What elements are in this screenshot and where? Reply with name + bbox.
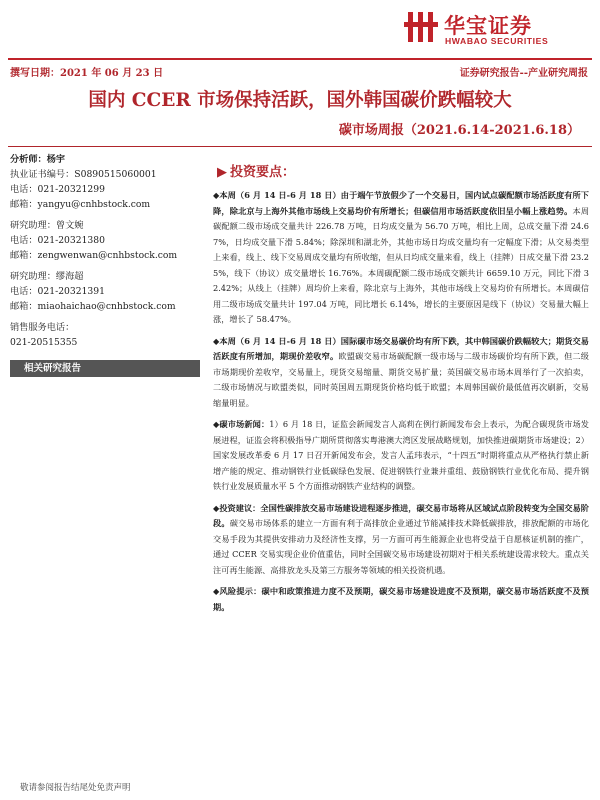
key-point-paragraph: ◆本周（6 月 14 日-6 月 18 日）国际碳市场交易碳价均有所下跌，其中韩国碳价跌幅较大；期货交易活跃度有所增加，期现价差收窄。欧盟碳交易市场碳配额一级市场与二级市场碳价均有所下跌，但二级市场期现价差收窄，交易量上，现货交易缩量、期货交易扩量；英国碳交易市场本周举行了一次拍卖，二级市场情况与欧盟类似，同时英国周五期现货价格均低于欧盟；本周韩国碳价最低值再次刷新，交易缩量明显。 [213,335,589,408]
logo-mark-icon [404,10,438,44]
assistant-phone: 电话：021-20321391 [10,286,105,297]
logo-text-en: HWABAO SECURITIES [445,36,549,46]
key-point-paragraph: ◆碳市场新闻：1）6 月 18 日，证监会新闻发言人高莉在例行新闻发布会上表示，为配合碳现货市场发展进程，证监会将积极指导广期所贯彻落实粤港澳大湾区发展战略规划，加快推进碳期货市场建设；2）国家发展改革委 6 月 17 日召开新闻发布会，发言人孟玮表示，“十四五”时期将重点从严格执行禁止新增产能的规定、推动钢铁行业低碳绿色发展、促进钢铁行业兼并重组、鼓励钢铁行业优化布局、提升钢铁行业发展质量水平 5 个方面推动钢铁产业结构的调整。 [213,419,589,491]
arrow-icon: ▶ [217,165,227,180]
title-divider [8,146,592,147]
analyst-sidebar [10,152,200,377]
logo-text-cn: 华宝证券 [444,14,532,38]
key-point-paragraph: ◆本周（6 月 14 日-6 月 18 日）由于端午节放假少了一个交易日，国内试点碳配额市场活跃度有所下降，除北京与上海外其他市场线上交易均价有所增长；但碳信用市场活跃度依旧呈小幅上涨趋势。本周碳配额二级市场成交量共计 226.78 万吨，日均成交量为 56.70 万吨，相比上周，总成交量下滑 24.67%，日均成交量下滑 5.84%；除深圳和湖北外，其他市场日均成交量均有一定幅度下滑；从交易类型上来看，线上、线下交易周成交量均有所收缩，但从日均成交量来看，线上（挂牌）日成交量下滑 23.25%，线下（协议）成交量增长 16.76%。本周碳配额二级市场成交额共计 6659.10 万元，同比下滑 32.42%；从线上（挂牌）周均价上来看，除北京与上海外，其他市场线上交易均价有所增长。本周碳信用二级市场成交量共计 197.04 万吨，同比增长 6.14%，增长的主要原因是线下（协议）交易量大幅上涨，增长了 58.47%。 [213,190,589,324]
assistant-email[interactable]: 邮箱：miaohaichao@cnhbstock.com [10,301,176,312]
report-title: 国内 CCER 市场保持活跃，国外韩国碳价跌幅较大 [88,90,512,111]
assistant-email[interactable]: 邮箱：zengwenwan@cnhbstock.com [10,250,178,261]
cert-number: 执业证书编号：S0890515060001 [10,169,157,180]
company-logo [404,10,590,48]
sales-label: 销售服务电话： [10,322,75,333]
key-point-paragraph: ◆投资建议：全国性碳排放交易市场建设进程逐步推进，碳交易市场将从区域试点阶段转变为全国交易阶段。碳交易市场体系的建立一方面有利于高排放企业通过节能减排技术降低碳排放，排放配额的市场化交易手段为其提供安排动力及经济性支撑，另一方面可再生能源企业也将受益于自愿核证机制的推广，通过 CCER 交易实现企业价值重估，同时全国碳交易市场建设初期对于相关系统建设需求较大。重点关注可再生能源、高排放龙头及第三方服务等领域的相关投资机遇。 [213,502,589,575]
assistant-phone: 电话：021-20321380 [10,235,105,246]
report-subtitle: 碳市场周报（2021.6.14-2021.6.18） [338,123,580,138]
assistant-name: 研究助理：缪海超 [10,271,84,282]
sales-phone: 021-20515355 [10,337,78,348]
assistant-name: 研究助理：曾文婉 [10,220,84,231]
related-reports-header: 相关研究报告 [10,360,200,377]
key-point-paragraph: ◆风险提示：碳中和政策推进力度不及预期，碳交易市场建设进度不及预期，碳交易市场活跃度不及预期。 [213,586,589,612]
disclaimer-footer: 敬请参阅报告结尾处免责声明 [20,783,131,793]
report-date: 撰写日期：2021 年 06 月 23 日 [10,68,164,79]
key-points-title: ▶ 投资要点： [217,165,296,180]
analyst-email[interactable]: 邮箱：yangyu@cnhbstock.com [10,199,151,210]
report-category: 证券研究报告--产业研究周报 [459,68,588,79]
header-divider [8,58,592,60]
analyst-phone: 电话：021-20321299 [10,184,105,195]
key-points-section [213,164,589,615]
analyst-name: 分析师：杨宇 [10,154,66,165]
